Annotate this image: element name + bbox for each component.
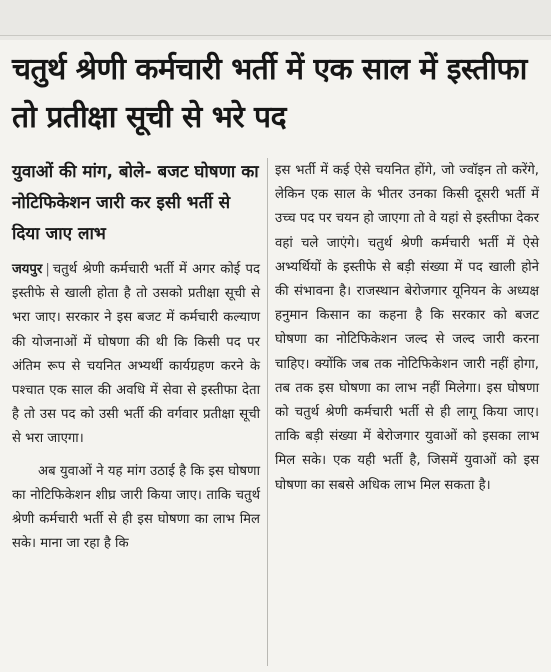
paragraph-1-text: चतुर्थ श्रेणी कर्मचारी भर्ती में अगर कोई पद इस्तीफे से खाली होता है तो उसको प्रतीक्षा सूची से भरा जाए। सरकार ने इस बजट में कर्मचारी कल्याण की योजनाओं में घोषणा की थी कि किसी पद पर अंतिम रूप से चयनित अभ्यर्थी कार्यग्रहण करने के पश्चात एक साल की अवधि में सेवा से इस्तीफा देता है तो उस पद को उसी भर्ती की वर्गवार प्रतीक्षा सूची से भरा जाएगा। [12, 262, 260, 447]
article-subheadline: युवाओं की मांग, बोले- बजट घोषणा का नोटिफिकेशन जारी कर इसी भर्ती से दिया जाए लाभ [12, 162, 259, 244]
paragraph-1 [12, 258, 260, 452]
page-header-strip [0, 0, 551, 40]
article-headline: चतुर्थ श्रेणी कर्मचारी भर्ती में एक साल में इस्तीफा तो प्रतीक्षा सूची से भरे पद [12, 52, 527, 135]
header-rule [0, 35, 551, 36]
article-column-left [12, 258, 260, 556]
paragraph-2: अब युवाओं ने यह मांग उठाई है कि इस घोषणा का नोटिफिकेशन शीघ्र जारी किया जाए। ताकि चतुर्थ श्रेणी कर्मचारी भर्ती से ही इस घोषणा का लाभ मिल सके। माना जा रहा है कि [12, 463, 260, 552]
paragraph-3: इस भर्ती में कई ऐसे चयनित होंगे, जो ज्वॉइन तो करेंगे, लेकिन एक साल के भीतर उनका किसी दूसरी भर्ती में उच्च पद पर चयन हो जाएगा तो वे यहां से इस्तीफा देकर वहां चले जाएंगे। चतुर्थ श्रेणी कर्मचारी भर्ती में ऐसे अभ्यर्थियों के इस्तीफे से बड़ी संख्या में पद खाली होने की संभावना है। राजस्थान बेरोजगार यूनियन के अध्यक्ष हनुमान किसान का कहना है कि सरकार को बजट घोषणा का नोटिफिकेशन जल्द से जल्द जारी करना चाहिए। क्योंकि जब तक नोटिफिकेशन जारी नहीं होगा, तब तक इस घोषणा का लाभ नहीं मिलेगा। इस घोषणा को चतुर्थ श्रेणी कर्मचारी भर्ती से ही लागू किया जाए। ताकि बड़ी संख्या में बेरोजगार युवाओं को इसका लाभ मिल सके। एक यही भर्ती है, जिसमें युवाओं को इस घोषणा का सबसे अधिक लाभ मिल सकता है। [275, 163, 539, 493]
column-divider [267, 158, 268, 666]
dateline-separator: | [45, 262, 50, 277]
article-column-right [275, 159, 539, 498]
dateline: जयपुर [12, 262, 43, 277]
